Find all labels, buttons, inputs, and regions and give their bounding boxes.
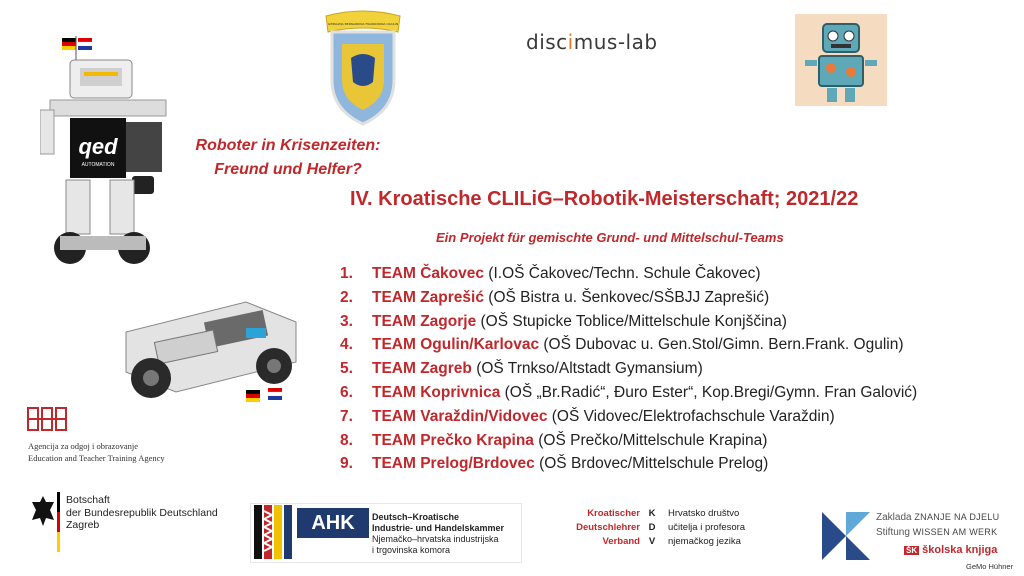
team-number: 1.: [340, 265, 353, 282]
zaklada-logo-mark: [822, 510, 870, 562]
page-title: IV. Kroatische CLILiG–Robotik-Meisterschaft; 2021/22: [350, 188, 859, 210]
discimus-dot: i: [567, 30, 574, 54]
team-number: 9.: [340, 455, 353, 473]
eagle-icon: [30, 494, 56, 528]
slogan-line-2: Freund und Helfer?: [214, 161, 362, 178]
ahk-line-1: Deutsch–Kroatische: [372, 512, 460, 522]
team-schools: (OŠ Vidovec/Elektrofachschule Varaždin): [547, 407, 835, 425]
crest-label: GIMNAZIJA BERNARDINA FRANKOPANA OGULIN: [327, 22, 399, 26]
zaklada-word: Zaklada: [876, 512, 912, 523]
team-schools: (OŠ Bistra u. Šenkovec/SŠBJJ Zaprešić): [483, 288, 770, 306]
team-schools: (OŠ Stupicke Toblice/Mittelschule Konjščina): [476, 312, 787, 330]
team-name: TEAM Čakovec: [372, 265, 484, 282]
team-item: [340, 452, 917, 476]
lego-car-image: [96, 292, 310, 416]
credit-text: GeMo Hühner: [966, 562, 1014, 571]
cartoon-robot-image: [795, 14, 887, 106]
team-name: TEAM Varaždin/Vidovec: [372, 407, 548, 425]
stiftung-caps: WISSEN AM WERK: [912, 527, 998, 537]
team-item: [340, 310, 917, 334]
ahk-line-4: i trgovinska komora: [372, 545, 451, 555]
agency-name-en: Education and Teacher Training Agency: [28, 453, 165, 463]
team-schools: (OŠ Dubovac u. Gen.Stol/Gimn. Bern.Frank. Ogulin): [539, 336, 904, 354]
team-schools: (OŠ Prečko/Mittelschule Krapina): [533, 431, 768, 449]
stiftung-line: [876, 527, 997, 538]
ahk-line-2: Industrie- und Handelskammer: [372, 523, 505, 533]
skolska-knjiga-logo: [904, 544, 997, 556]
team-number: 5.: [340, 360, 353, 378]
team-schools: (I.OŠ Čakovec/Techn. Schule Čakovec): [483, 265, 761, 282]
team-item: [340, 286, 917, 310]
team-item: [340, 405, 917, 429]
discimus-right: mus-lab: [573, 30, 658, 54]
zaklada-line: [876, 512, 999, 523]
page-subtitle: Ein Projekt für gemischte Grund- und Mittelschul-Teams: [436, 230, 784, 245]
team-number: 7.: [340, 407, 353, 425]
qed-badge-subtext: AUTOMATION: [81, 162, 115, 168]
slogan-line-1: Roboter in Krisenzeiten:: [195, 137, 381, 154]
kdv-left-line-2: Deutschlehrer: [576, 522, 640, 533]
agency-name-hr: Agencija za odgoj i obrazovanje: [28, 441, 138, 451]
kdv-right-line-1: Hrvatsko društvo: [668, 508, 740, 519]
kdv-left-line-3: Verband: [602, 536, 640, 547]
discimus-left: disc: [526, 30, 568, 54]
team-schools: (OŠ Trnkso/Altstadt Gymansium): [471, 360, 703, 378]
team-number: 2.: [340, 288, 353, 306]
qed-badge-text: qed: [78, 134, 118, 159]
agency-logo-mark: [26, 406, 70, 432]
kdv-right-line-2: učitelja i profesora: [668, 522, 746, 533]
team-name: TEAM Ogulin/Karlovac: [372, 336, 540, 354]
lego-robot-image: [40, 30, 180, 270]
team-number: 4.: [340, 336, 353, 354]
team-item: [340, 333, 917, 357]
team-name: TEAM Koprivnica: [372, 383, 501, 401]
slogan: [178, 134, 398, 182]
team-number: 3.: [340, 312, 353, 330]
embassy-line-2: der Bundesrepublik Deutschland: [66, 506, 218, 519]
kdv-right-line-3: njemačkog jezika: [668, 536, 741, 547]
ahk-stripes-mark: [254, 505, 294, 559]
school-crest-logo: [318, 10, 408, 128]
team-list: [340, 262, 917, 476]
stiftung-word: Stiftung: [876, 527, 910, 538]
ahk-line-3: Njemačko–hrvatska industrijska: [372, 534, 499, 544]
sk-mark: ŠK: [906, 546, 918, 555]
team-name: TEAM Zagorje: [372, 312, 477, 330]
embassy-logo-text: [66, 494, 218, 532]
zaklada-caps: ZNANJE NA DJELU: [914, 512, 1000, 522]
ahk-badge: AHK: [297, 508, 369, 538]
embassy-line-3: Zagreb: [66, 519, 100, 531]
team-name: TEAM Zagreb: [372, 360, 472, 378]
team-number: 6.: [340, 383, 353, 401]
team-item: [340, 381, 917, 405]
discimus-lab-logo: [526, 30, 658, 54]
team-name: TEAM Prelog/Brdovec: [372, 455, 535, 473]
team-schools: (OŠ „Br.Radić“, Đuro Ester“, Kop.Bregi/Gymn. Fran Galović): [500, 383, 918, 401]
team-name: TEAM Zaprešić: [372, 288, 484, 306]
team-item: [340, 429, 917, 453]
team-number: 8.: [340, 431, 353, 449]
kdv-letter-k: K: [648, 508, 656, 519]
team-item: [340, 262, 917, 286]
team-item: [340, 357, 917, 381]
sk-name: školska knjiga: [922, 544, 998, 556]
embassy-line-1: Botschaft: [66, 494, 110, 506]
german-flag-bar: [57, 492, 60, 552]
kdv-left-line-1: Kroatischer: [587, 508, 640, 519]
kdv-letter-v: V: [648, 536, 656, 547]
team-schools: (OŠ Brdovec/Mittelschule Prelog): [534, 455, 769, 473]
kdv-letter-d: D: [648, 522, 656, 533]
team-name: TEAM Prečko Krapina: [372, 431, 534, 449]
